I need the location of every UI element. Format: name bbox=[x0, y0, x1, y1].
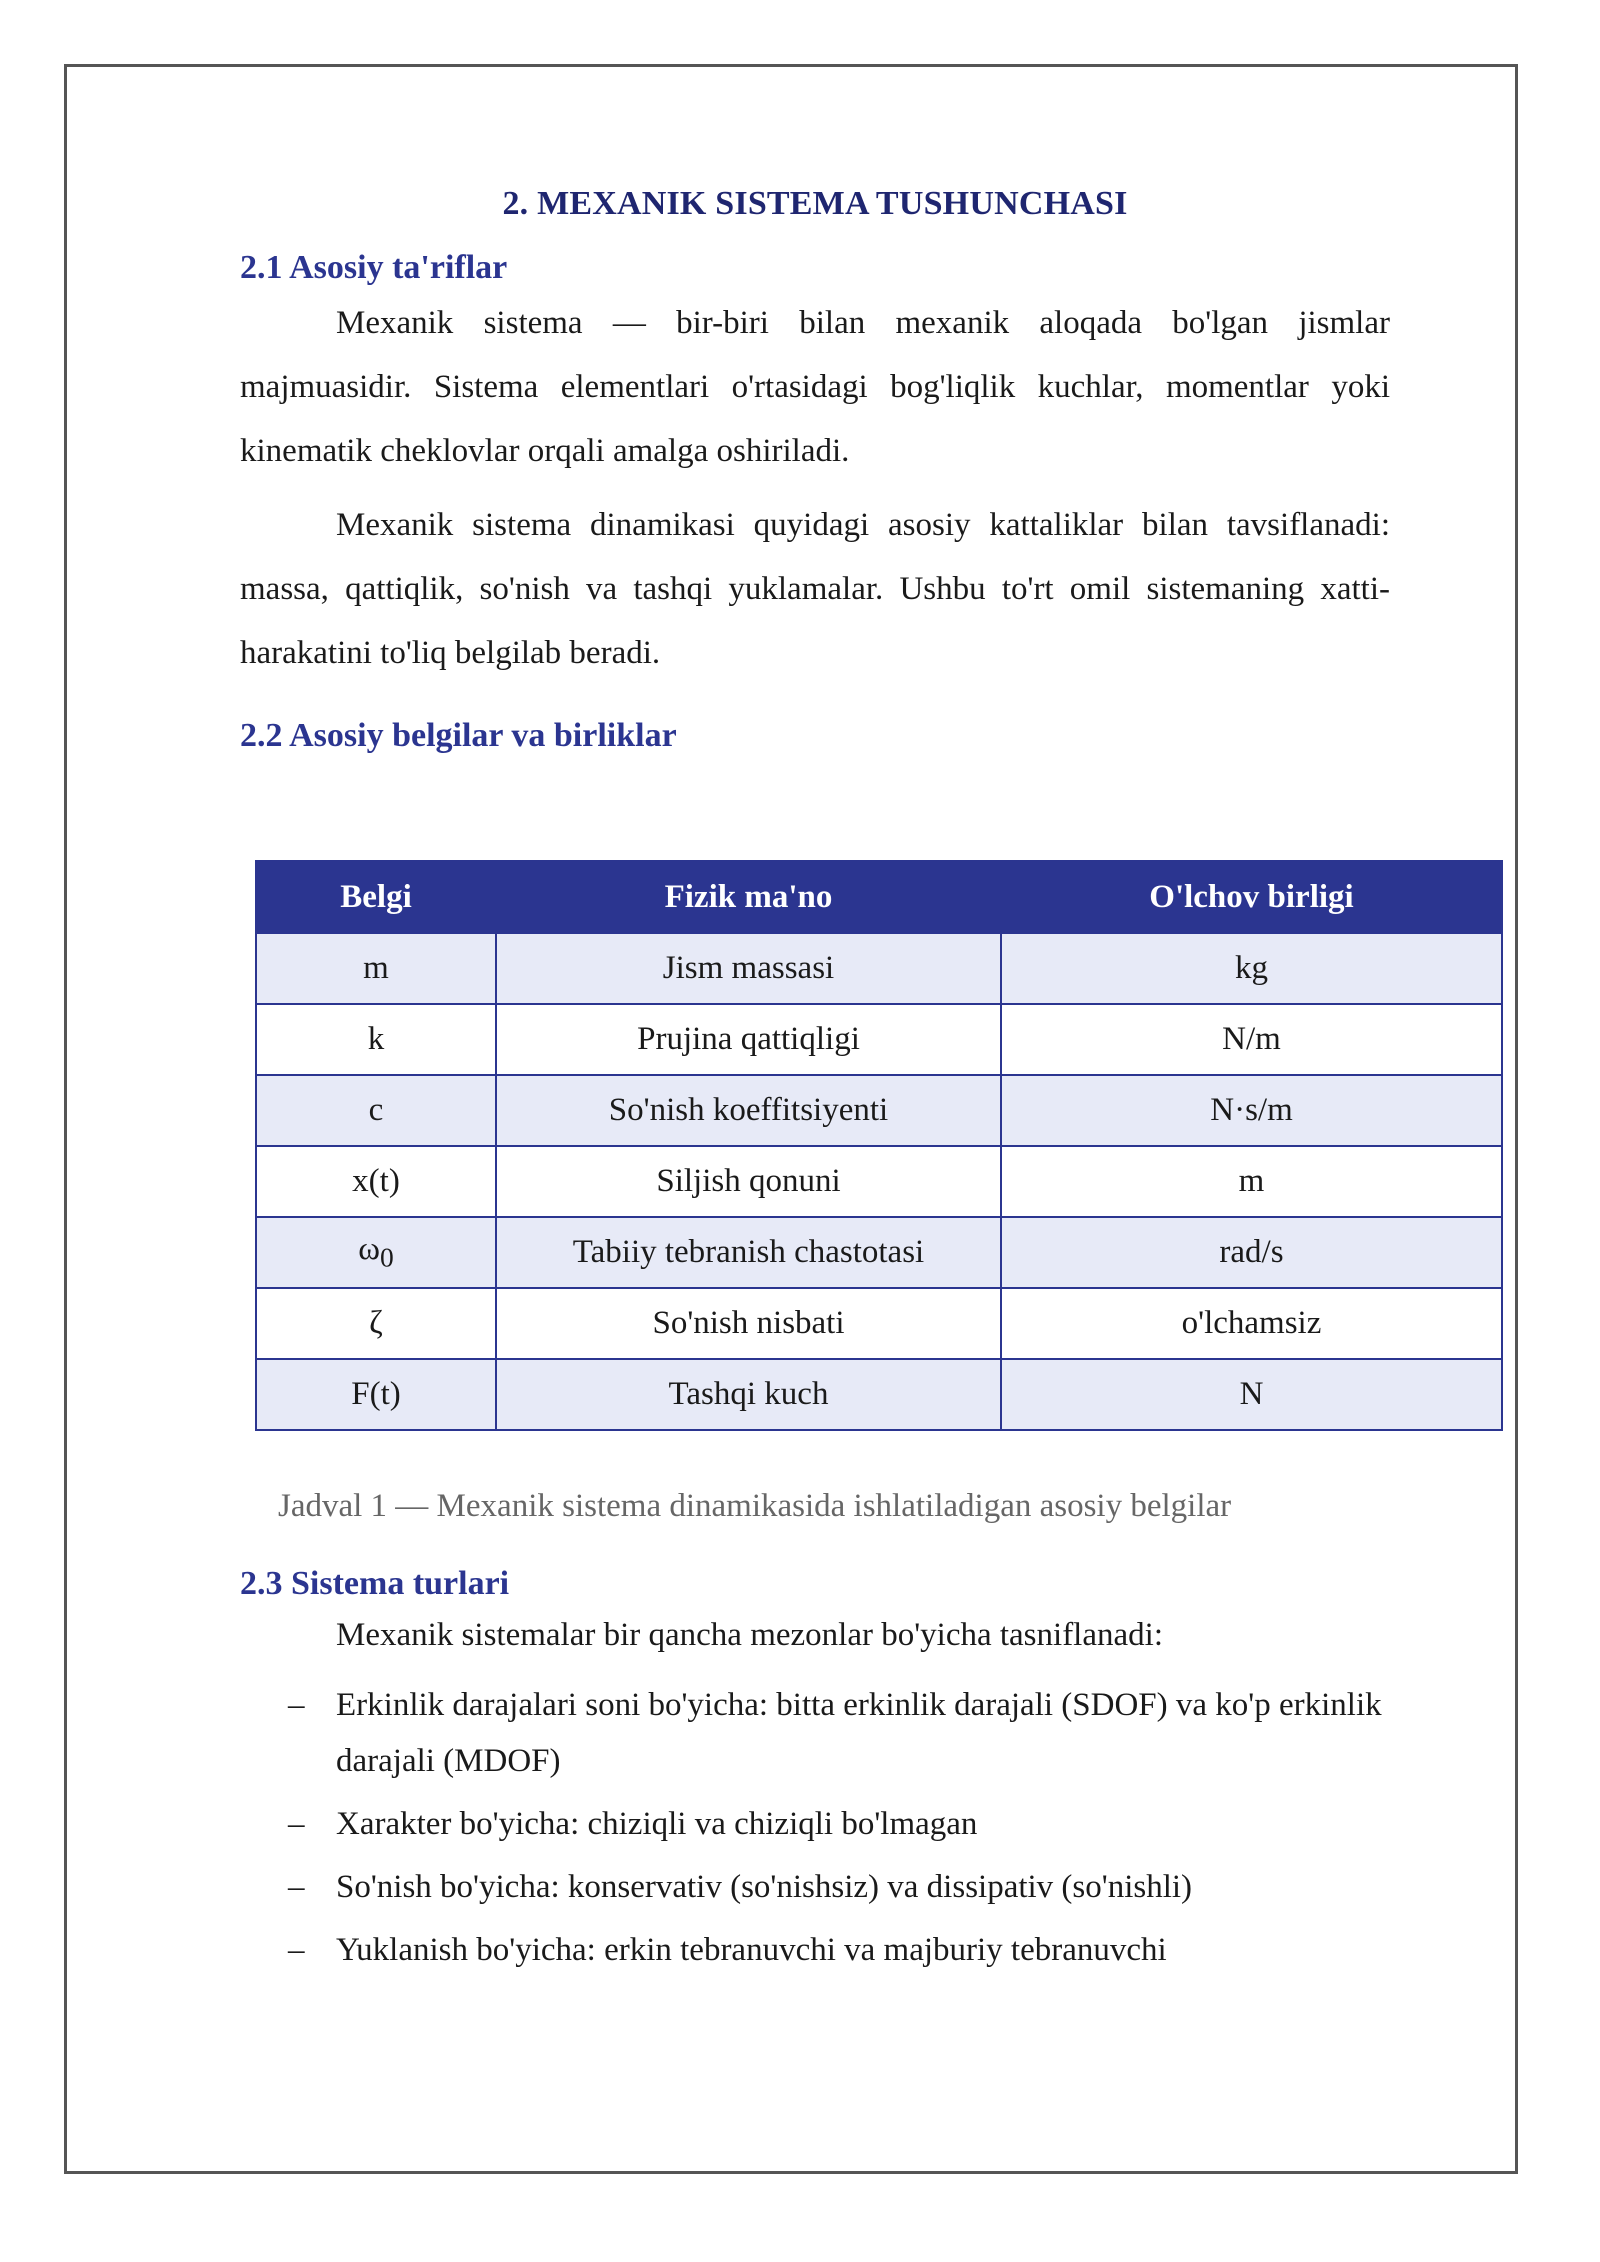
unit-cell: m bbox=[1001, 1146, 1502, 1217]
symbol-cell: m bbox=[256, 933, 496, 1004]
bullet-dash: – bbox=[288, 1869, 305, 1905]
symbol-cell: x(t) bbox=[256, 1146, 496, 1217]
table-row bbox=[256, 1004, 1502, 1075]
meaning-cell: So'nish nisbati bbox=[496, 1288, 1001, 1359]
list-item bbox=[240, 1677, 1390, 1789]
table-row bbox=[256, 1217, 1502, 1288]
unit-cell: N bbox=[1001, 1359, 1502, 1430]
table-header-cell: Belgi bbox=[256, 861, 496, 933]
symbol-cell: k bbox=[256, 1004, 496, 1075]
table-row bbox=[256, 1075, 1502, 1146]
list-item-text: Erkinlik darajalari soni bo'yicha: bitta erkinlik darajali (SDOF) va ko'p erkinlik darajali (MDOF) bbox=[336, 1687, 1382, 1779]
table-header-row bbox=[256, 861, 1502, 933]
unit-cell: o'lchamsiz bbox=[1001, 1288, 1502, 1359]
unit-cell: N/m bbox=[1001, 1004, 1502, 1075]
symbol-cell bbox=[256, 1217, 496, 1288]
symbol-cell: c bbox=[256, 1075, 496, 1146]
paragraph: Mexanik sistema — bir-biri bilan mexanik aloqada bo'lgan jismlar majmuasidir. Sistema elementlari o'rtasidagi bog'liqlik kuchlar, momentlar yoki kinematik cheklovlar orqali amalga oshiriladi. bbox=[240, 305, 1390, 469]
table-header-cell: O'lchov birligi bbox=[1001, 861, 1502, 933]
symbols-table bbox=[255, 860, 1503, 1431]
table-caption: Jadval 1 — Mexanik sistema dinamikasida ishlatiladigan asosiy belgilar bbox=[278, 1488, 1232, 1524]
meaning-cell: Prujina qattiqligi bbox=[496, 1004, 1001, 1075]
meaning-cell: Siljish qonuni bbox=[496, 1146, 1001, 1217]
meaning-cell: Jism massasi bbox=[496, 933, 1001, 1004]
symbol-cell: ζ bbox=[256, 1288, 496, 1359]
section-system-types bbox=[240, 1565, 1390, 1985]
list-item bbox=[240, 1922, 1390, 1978]
section-heading-system-types: 2.3 Sistema turlari bbox=[240, 1565, 510, 1602]
table-row bbox=[256, 1359, 1502, 1430]
list-item bbox=[240, 1796, 1390, 1852]
list-item bbox=[240, 1859, 1390, 1915]
symbol-cell: F(t) bbox=[256, 1359, 496, 1430]
bullet-dash: – bbox=[288, 1806, 305, 1842]
list-item-text: Xarakter bo'yicha: chiziqli va chiziqli bo'lmagan bbox=[336, 1806, 978, 1842]
meaning-cell: So'nish koeffitsiyenti bbox=[496, 1075, 1001, 1146]
unit-cell: N·s/m bbox=[1001, 1075, 1502, 1146]
unit-cell: kg bbox=[1001, 933, 1502, 1004]
unit-cell: rad/s bbox=[1001, 1217, 1502, 1288]
system-types-list bbox=[240, 1677, 1390, 1978]
document-title: 2. MEXANIK SISTEMA TUSHUNCHASI bbox=[502, 185, 1128, 222]
table-header-cell: Fizik ma'no bbox=[496, 861, 1001, 933]
table-row bbox=[256, 933, 1502, 1004]
section-heading-definitions: 2.1 Asosiy ta'riflar bbox=[240, 249, 508, 286]
meaning-cell: Tashqi kuch bbox=[496, 1359, 1001, 1430]
table-row bbox=[256, 1146, 1502, 1217]
symbol-base: ω bbox=[358, 1231, 380, 1268]
meaning-cell: Tabiiy tebranish chastotasi bbox=[496, 1217, 1001, 1288]
paragraph: Mexanik sistema dinamikasi quyidagi asosiy kattaliklar bilan tavsiflanadi: massa, qattiqlik, so'nish va tashqi yuklamalar. Ushbu to'rt omil sistemaning xatti-harakatini to'liq belgilab beradi. bbox=[240, 507, 1390, 671]
list-item-text: So'nish bo'yicha: konservativ (so'nishsiz) va dissipativ (so'nishli) bbox=[336, 1869, 1193, 1905]
bullet-dash: – bbox=[288, 1687, 305, 1723]
section-heading-symbols: 2.2 Asosiy belgilar va birliklar bbox=[240, 717, 677, 754]
table-row bbox=[256, 1288, 1502, 1359]
bullet-dash: – bbox=[288, 1932, 305, 1968]
document-body bbox=[240, 185, 1390, 755]
intro-paragraph: Mexanik sistemalar bir qancha mezonlar bo'yicha tasniflanadi: bbox=[336, 1617, 1163, 1653]
symbol-subscript: 0 bbox=[379, 1241, 394, 1273]
list-item-text: Yuklanish bo'yicha: erkin tebranuvchi va majburiy tebranuvchi bbox=[336, 1932, 1167, 1968]
